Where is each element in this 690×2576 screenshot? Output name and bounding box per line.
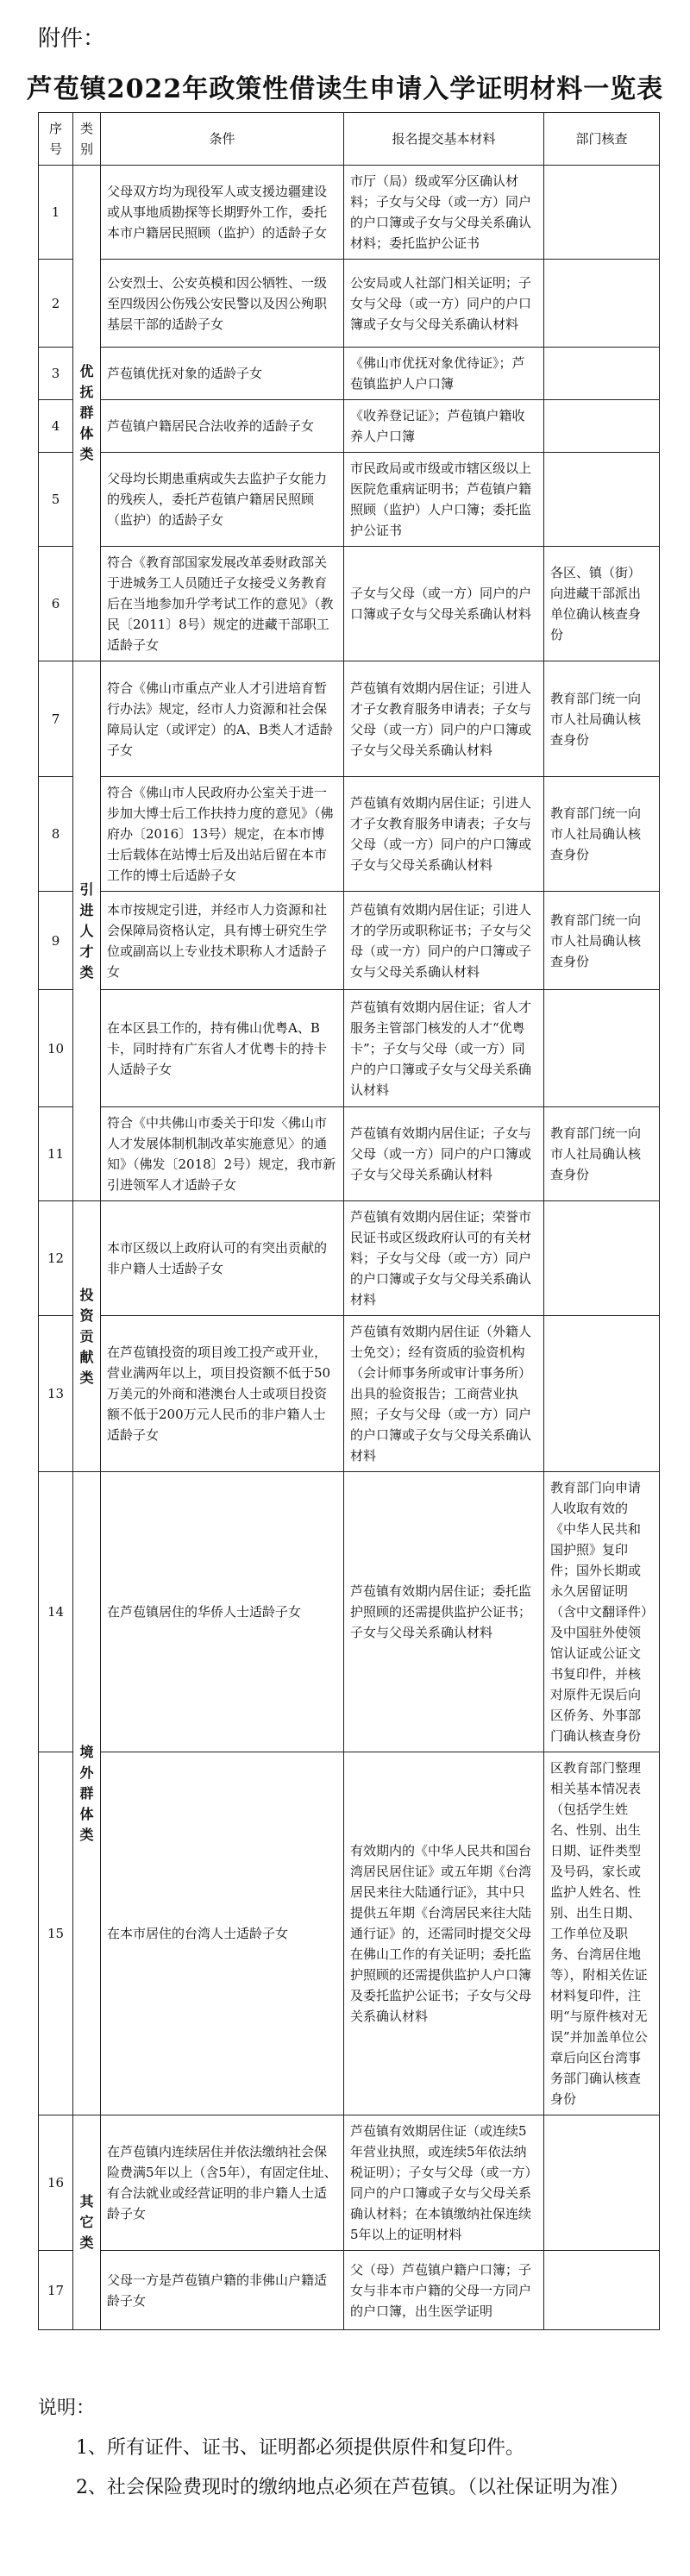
category-label: 优抚群体类 xyxy=(79,363,94,462)
materials-cell: 芦苞镇有效期内居住证；荣誉市民证书或区级政府认可的有关材料；子女与父母（或一方）同户的户口簿或子女与父母关系确认材料 xyxy=(344,1201,544,1316)
materials-cell: 芦苞镇有效期内居住证；引进人才子女教育服务申请表；子女与父母（或一方）同户的户口簿或子女与父母关系确认材料 xyxy=(344,661,544,777)
verify-cell xyxy=(544,1201,660,1316)
row-number: 13 xyxy=(39,1316,73,1472)
page-title: 芦苞镇2022年政策性借读生申请入学证明材料一览表 xyxy=(26,74,664,104)
condition-cell: 在本市居住的台湾人士适龄子女 xyxy=(101,1752,344,2115)
row-number: 8 xyxy=(39,777,73,892)
table-row xyxy=(39,2115,660,2251)
condition-cell: 符合《中共佛山市委关于印发〈佛山市人才发展体制机制改革实施意见〉的通知》（佛发〔2018〕2号）规定，我市新引进领军人才适龄子女 xyxy=(101,1107,344,1201)
category-label: 投资贡献类 xyxy=(79,1286,94,1386)
verify-cell xyxy=(544,1316,660,1472)
materials-cell: 市民政局或市级或市辖区级以上医院危重病证明书；芦苞镇户籍照顾（监护）人户口簿；委托监护公证书 xyxy=(344,453,544,547)
verify-cell: 教育部门向申请人收取有效的《中华人民共和国护照》复印件；国外长期或永久居留证明（含中文翻译件）及中国驻外使领馆认证或公证文书复印件，并核对原件无误后向区侨务、外事部门确认核查身份 xyxy=(544,1472,660,1752)
note-item: 2、社会保险费现时的缴纳地点必须在芦苞镇。（以社保证明为准） xyxy=(76,2477,629,2498)
requirements-table xyxy=(38,112,660,2330)
table-row xyxy=(39,892,660,990)
row-number: 16 xyxy=(39,2115,73,2251)
verify-cell xyxy=(544,260,660,348)
table-row xyxy=(39,1752,660,2115)
verify-cell xyxy=(544,400,660,453)
materials-cell: 有效期内的《中华人民共和国台湾居民居住证》或五年期《台湾居民来往大陆通行证》，其中只提供五年期《台湾居民来往大陆通行证》的，还需同时提交父母在佛山工作的有关证明；委托监护照顾的还需提供监护人户口簿及委托监护公证书；子女与父母关系确认材料 xyxy=(344,1752,544,2115)
materials-cell: 芦苞镇有效期内居住证；委托监护照顾的还需提供监护公证书；子女与父母关系确认材料 xyxy=(344,1472,544,1752)
notes-section xyxy=(38,2389,659,2508)
table-row xyxy=(39,1107,660,1201)
row-number: 17 xyxy=(39,2251,73,2330)
verify-cell: 教育部门统一向市人社局确认核查身份 xyxy=(544,1107,660,1201)
verify-cell xyxy=(544,166,660,260)
row-number: 3 xyxy=(39,348,73,400)
table-row xyxy=(39,547,660,661)
table-row xyxy=(39,777,660,892)
table-row xyxy=(39,661,660,777)
table-row xyxy=(39,453,660,547)
table-header-row xyxy=(39,113,660,166)
verify-cell xyxy=(544,453,660,547)
table-row xyxy=(39,2251,660,2330)
row-number: 9 xyxy=(39,892,73,990)
materials-cell: 《收养登记证》；芦苞镇户籍收养人户口簿 xyxy=(344,400,544,453)
column-header-category: 类别 xyxy=(73,113,101,166)
condition-cell: 本市区级以上政府认可的有突出贡献的非户籍人士适龄子女 xyxy=(101,1201,344,1316)
category-cell xyxy=(73,661,101,1201)
category-label: 引进人才类 xyxy=(79,881,94,981)
materials-cell: 芦苞镇有效期内居住证；省人才服务主管部门核发的人才“优粤卡”；子女与父母（或一方）同户的户口簿或子女与父母关系确认材料 xyxy=(344,990,544,1107)
row-number: 15 xyxy=(39,1752,73,2115)
verify-cell: 教育部门统一向市人社局确认核查身份 xyxy=(544,661,660,777)
row-number: 12 xyxy=(39,1201,73,1316)
table-row xyxy=(39,166,660,260)
category-label: 境外群体类 xyxy=(79,1743,94,1843)
condition-cell: 公安烈士、公安英模和因公牺牲、一级至四级因公伤残公安民警以及因公殉职基层干部的适龄子女 xyxy=(101,260,344,348)
table-row xyxy=(39,990,660,1107)
category-cell xyxy=(73,1472,101,2115)
verify-cell: 教育部门统一向市人社局确认核查身份 xyxy=(544,777,660,892)
column-header-materials: 报名提交基本材料 xyxy=(344,113,544,166)
condition-cell: 芦苞镇户籍居民合法收养的适龄子女 xyxy=(101,400,344,453)
note-item: 1、所有证件、证书、证明都必须提供原件和复印件。 xyxy=(76,2437,524,2459)
materials-cell: 芦苞镇有效期居住证（或连续5年营业执照，或连续5年依法纳税证明）；子女与父母（或一方）同户的户口簿或子女与父母关系确认材料；在本镇缴纳社保连续5年以上的证明材料 xyxy=(344,2115,544,2251)
materials-cell: 芦苞镇有效期内居住证；子女与父母（或一方）同户的户口簿或子女与父母关系确认材料 xyxy=(344,1107,544,1201)
materials-cell: 《佛山市优抚对象优待证》；芦苞镇监护人户口簿 xyxy=(344,348,544,400)
materials-cell: 芦苞镇有效期内居住证（外籍人士免交）；经有资质的验资机构（会计师事务所或审计事务所）出具的验资报告；工商营业执照；子女与父母（或一方）同户的户口簿或子女与父母关系确认材料 xyxy=(344,1316,544,1472)
verify-cell xyxy=(544,990,660,1107)
condition-cell: 符合《教育部国家发展改革委财政部关于进城务工人员随迁子女接受义务教育后在当地参加升学考试工作的意见》（教民〔2011〕8号）规定的进藏干部职工适龄子女 xyxy=(101,547,344,661)
condition-cell: 父母均长期患重病或失去监护子女能力的残疾人，委托芦苞镇户籍居民照顾（监护）的适龄子女 xyxy=(101,453,344,547)
condition-cell: 在芦苞镇内连续居住并依法缴纳社会保险费满5年以上（含5年），有固定住址、有合法就业或经营证明的非户籍人士适龄子女 xyxy=(101,2115,344,2251)
condition-cell: 在本区县工作的，持有佛山优粤A、B卡，同时持有广东省人才优粤卡的持卡人适龄子女 xyxy=(101,990,344,1107)
condition-cell: 符合《佛山市人民政府办公室关于进一步加大博士后工作扶持力度的意见》（佛府办〔2016〕13号）规定，在本市博士后载体在站博士后及出站后留在本市工作的博士后适龄子女 xyxy=(101,777,344,892)
materials-cell: 市厅（局）级或军分区确认材料；子女与父母（或一方）同户的户口簿或子女与父母关系确认材料；委托监护公证书 xyxy=(344,166,544,260)
verify-cell: 各区、镇（街）向进藏干部派出单位确认核查身份 xyxy=(544,547,660,661)
condition-cell: 本市按规定引进，并经市人力资源和社会保障局资格认定，具有博士研究生学位或副高以上专业技术职称人才适龄子女 xyxy=(101,892,344,990)
attachment-label: 附件： xyxy=(38,26,106,52)
column-header-condition: 条件 xyxy=(101,113,344,166)
column-header-no: 序号 xyxy=(39,113,73,166)
table-row xyxy=(39,1201,660,1316)
table-row xyxy=(39,1316,660,1472)
category-label: 其它类 xyxy=(79,2193,94,2251)
category-cell xyxy=(73,1201,101,1472)
verify-cell: 区教育部门整理相关基本情况表（包括学生姓名、性别、出生日期、证件类型及号码，家长或监护人姓名、性别、出生日期、工作单位及职务、台湾居住地等），附相关佐证材料复印件，注明“与原件核对无误”并加盖单位公章后向区台湾事务部门确认核查身份 xyxy=(544,1752,660,2115)
row-number: 4 xyxy=(39,400,73,453)
row-number: 7 xyxy=(39,661,73,777)
category-cell xyxy=(73,166,101,661)
row-number: 10 xyxy=(39,990,73,1107)
row-number: 14 xyxy=(39,1472,73,1752)
condition-cell: 在芦苞镇居住的华侨人士适龄子女 xyxy=(101,1472,344,1752)
verify-cell: 教育部门统一向市人社局确认核查身份 xyxy=(544,892,660,990)
column-header-verify: 部门核查 xyxy=(544,113,660,166)
row-number: 1 xyxy=(39,166,73,260)
notes-heading: 说明： xyxy=(38,2397,96,2419)
row-number: 6 xyxy=(39,547,73,661)
condition-cell: 在芦苞镇投资的项目竣工投产或开业，营业满两年以上，项目投资额不低于50万美元的外商和港澳台人士或项目投资额不低于200万元人民币的非户籍人士适龄子女 xyxy=(101,1316,344,1472)
condition-cell: 芦苞镇优抚对象的适龄子女 xyxy=(101,348,344,400)
condition-cell: 父母双方均为现役军人或支援边疆建设或从事地质勘探等长期野外工作，委托本市户籍居民照顾（监护）的适龄子女 xyxy=(101,166,344,260)
category-cell xyxy=(73,2115,101,2330)
condition-cell: 父母一方是芦苞镇户籍的非佛山户籍适龄子女 xyxy=(101,2251,344,2330)
materials-cell: 芦苞镇有效期内居住证；引进人才的学历或职称证书；子女与父母（或一方）同户的户口簿或子女与父母关系确认材料 xyxy=(344,892,544,990)
materials-cell: 父（母）芦苞镇户籍户口簿；子女与非本市户籍的父母一方同户的户口簿，出生医学证明 xyxy=(344,2251,544,2330)
row-number: 2 xyxy=(39,260,73,348)
materials-cell: 公安局或人社部门相关证明；子女与父母（或一方）同户的户口簿或子女与父母关系确认材料 xyxy=(344,260,544,348)
table-row xyxy=(39,1472,660,1752)
table-row xyxy=(39,400,660,453)
table-row xyxy=(39,348,660,400)
verify-cell xyxy=(544,2251,660,2330)
verify-cell xyxy=(544,348,660,400)
materials-cell: 芦苞镇有效期内居住证；引进人才子女教育服务申请表；子女与父母（或一方）同户的户口簿或子女与父母关系确认材料 xyxy=(344,777,544,892)
row-number: 5 xyxy=(39,453,73,547)
row-number: 11 xyxy=(39,1107,73,1201)
materials-cell: 子女与父母（或一方）同户的户口簿或子女与父母关系确认材料 xyxy=(344,547,544,661)
table-row xyxy=(39,260,660,348)
verify-cell xyxy=(544,2115,660,2251)
condition-cell: 符合《佛山市重点产业人才引进培育暂行办法》规定，经市人力资源和社会保障局认定（或评定）的A、B类人才适龄子女 xyxy=(101,661,344,777)
